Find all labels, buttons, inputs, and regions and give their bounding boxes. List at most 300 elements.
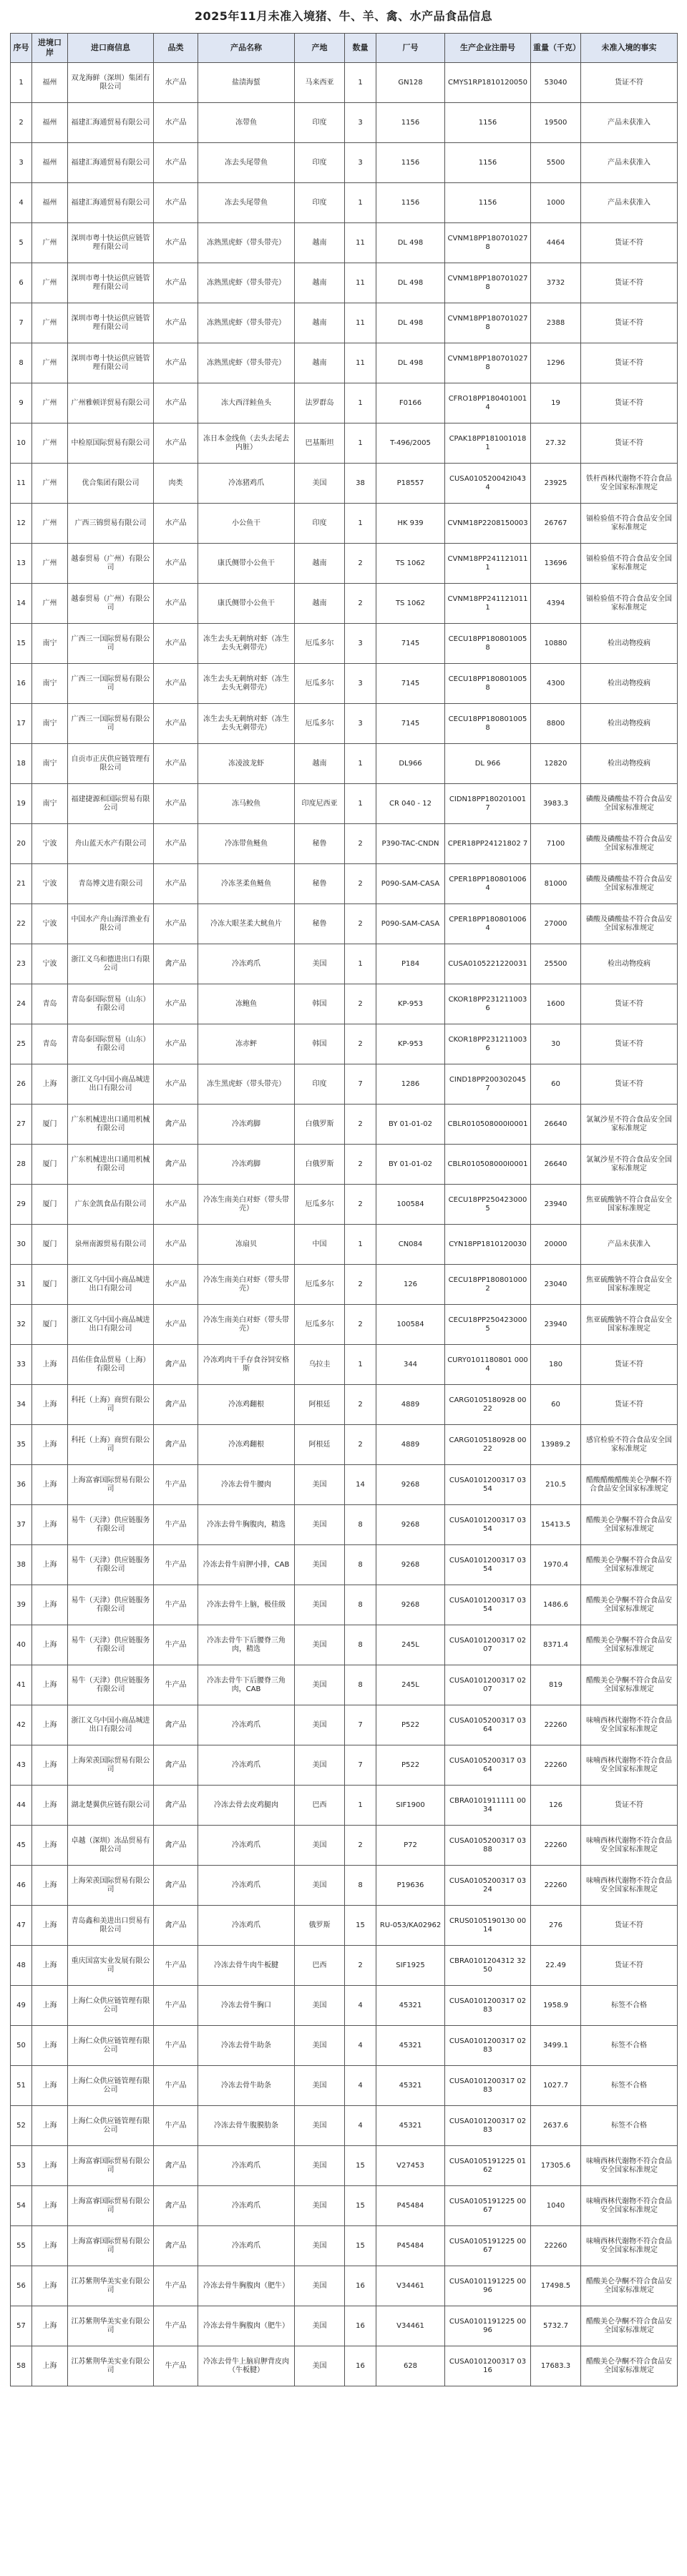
col-reg-no-cell: CUSA0101200317 0354 [445, 1585, 531, 1625]
col-factory-no-cell: 1156 [376, 103, 445, 143]
col-factory-no-cell: KP-953 [376, 984, 445, 1024]
col-index-cell: 32 [11, 1305, 32, 1345]
col-index-cell: 19 [11, 784, 32, 824]
col-reason-cell: 磷酸及磷酸盐不符合食品安全国家标准规定 [581, 864, 678, 904]
table-row [11, 1906, 678, 1946]
col-port-cell: 广州 [32, 223, 68, 263]
col-factory-no-cell: 1156 [376, 183, 445, 223]
col-importer-cell: 青岛博文进有限公司 [68, 864, 154, 904]
col-product-cell: 冷冻去骨牛助条 [198, 2026, 295, 2066]
col-factory-no-cell: DL 498 [376, 223, 445, 263]
col-factory-no-cell: 1286 [376, 1064, 445, 1105]
col-origin-cell: 美国 [295, 1986, 345, 2026]
col-index-cell: 53 [11, 2146, 32, 2186]
col-importer-cell: 广西三锦贸易有限公司 [68, 504, 154, 544]
col-reason-cell: 产品未获准入 [581, 1225, 678, 1265]
col-index-cell: 54 [11, 2186, 32, 2226]
col-reason-cell: 醋酸美仑孕酮不符合食品安全国家标准规定 [581, 1505, 678, 1545]
col-quantity-cell: 1 [345, 944, 376, 984]
col-product-cell: 冷冻去骨牛腹膜肋条 [198, 2106, 295, 2146]
col-port-cell: 上海 [32, 1385, 68, 1425]
col-index-cell: 25 [11, 1024, 32, 1064]
col-reason-cell: 货证不符 [581, 343, 678, 383]
col-reason-cell: 货证不符 [581, 303, 678, 343]
col-quantity-cell: 11 [345, 263, 376, 303]
col-reg-no-cell: CRUS0105190130 0014 [445, 1906, 531, 1946]
col-port-header: 进境口岸 [32, 34, 68, 63]
table-row [11, 1946, 678, 1986]
table-row [11, 423, 678, 464]
col-quantity-cell: 11 [345, 303, 376, 343]
col-weight-cell: 30 [531, 1024, 581, 1064]
col-reg-no-cell: CPER18PP1808010064 [445, 904, 531, 944]
col-index-cell: 37 [11, 1505, 32, 1545]
col-port-cell: 厦门 [32, 1145, 68, 1185]
col-weight-cell: 126 [531, 1786, 581, 1826]
col-reason-cell: 货证不符 [581, 423, 678, 464]
col-quantity-cell: 2 [345, 1105, 376, 1145]
col-product-cell: 冷冻去骨牛胸腹肉，精选 [198, 1505, 295, 1545]
col-reason-cell: 磷酸及磷酸盐不符合食品安全国家标准规定 [581, 784, 678, 824]
col-factory-no-cell: 1156 [376, 143, 445, 183]
col-importer-cell: 福建汇海通贸易有限公司 [68, 183, 154, 223]
col-product-cell: 冷冻带鱼鲢鱼 [198, 824, 295, 864]
col-factory-no-cell: HK 939 [376, 504, 445, 544]
col-origin-cell: 阿根廷 [295, 1385, 345, 1425]
col-port-cell: 宁波 [32, 944, 68, 984]
col-origin-cell: 韩国 [295, 984, 345, 1024]
col-weight-cell: 25500 [531, 944, 581, 984]
col-quantity-cell: 2 [345, 984, 376, 1024]
col-weight-cell: 4300 [531, 664, 581, 704]
table-row [11, 584, 678, 624]
col-origin-cell: 韩国 [295, 1024, 345, 1064]
col-index-cell: 24 [11, 984, 32, 1024]
col-origin-cell: 秘鲁 [295, 904, 345, 944]
col-factory-no-cell: 9268 [376, 1545, 445, 1585]
col-index-cell: 13 [11, 544, 32, 584]
col-weight-cell: 1970.4 [531, 1545, 581, 1585]
col-origin-cell: 越南 [295, 223, 345, 263]
col-port-cell: 广州 [32, 343, 68, 383]
col-reason-cell: 检出动物疫病 [581, 624, 678, 664]
col-category-cell: 牛产品 [154, 2066, 198, 2106]
col-reason-cell: 醋酸美仑孕酮不符合食品安全国家标准规定 [581, 1625, 678, 1665]
col-weight-cell: 13696 [531, 544, 581, 584]
col-product-cell: 冷冻鸡爪 [198, 1745, 295, 1786]
col-quantity-cell: 1 [345, 784, 376, 824]
col-index-cell: 6 [11, 263, 32, 303]
col-port-cell: 广州 [32, 544, 68, 584]
col-weight-cell: 17498.5 [531, 2266, 581, 2306]
col-port-cell: 厦门 [32, 1265, 68, 1305]
col-quantity-cell: 16 [345, 2266, 376, 2306]
table-body [11, 63, 678, 2386]
col-origin-cell: 美国 [295, 464, 345, 504]
col-factory-no-cell: RU-053/KA02962 [376, 1906, 445, 1946]
col-port-cell: 福州 [32, 183, 68, 223]
col-port-cell: 上海 [32, 1505, 68, 1545]
col-factory-no-cell: T-496/2005 [376, 423, 445, 464]
col-importer-cell: 易牛（天津）供应链服务有限公司 [68, 1625, 154, 1665]
col-reason-cell: 醋酸美仑孕酮不符合食品安全国家标准规定 [581, 1545, 678, 1585]
col-index-cell: 43 [11, 1745, 32, 1786]
col-reason-cell: 味喃西林代谢物不符合食品安全国家标准规定 [581, 2146, 678, 2186]
col-reg-no-cell: CVNM18PP1807010278 [445, 263, 531, 303]
col-origin-cell: 厄瓜多尔 [295, 1185, 345, 1225]
col-weight-cell: 3499.1 [531, 2026, 581, 2066]
col-reason-cell: 醋酸美仑孕酮不符合食品安全国家标准规定 [581, 2266, 678, 2306]
col-port-cell: 广州 [32, 584, 68, 624]
table-row [11, 784, 678, 824]
col-factory-no-cell: 4889 [376, 1425, 445, 1465]
col-index-cell: 11 [11, 464, 32, 504]
col-importer-cell: 上海富睿国际贸易有限公司 [68, 2226, 154, 2266]
col-weight-cell: 53040 [531, 63, 581, 103]
col-port-cell: 广州 [32, 504, 68, 544]
col-origin-cell: 美国 [295, 1625, 345, 1665]
col-category-cell: 水产品 [154, 624, 198, 664]
col-importer-cell: 上海仁众供应链管理有限公司 [68, 2106, 154, 2146]
col-index-cell: 46 [11, 1866, 32, 1906]
col-weight-cell: 8800 [531, 704, 581, 744]
col-index-cell: 33 [11, 1345, 32, 1385]
col-index-cell: 52 [11, 2106, 32, 2146]
col-factory-no-cell: 100584 [376, 1305, 445, 1345]
col-product-cell: 冷冻鸡爪 [198, 2146, 295, 2186]
col-factory-no-cell: V34461 [376, 2266, 445, 2306]
col-origin-cell: 白俄罗斯 [295, 1105, 345, 1145]
col-index-cell: 16 [11, 664, 32, 704]
col-factory-no-cell: 245L [376, 1625, 445, 1665]
col-product-cell: 冻带鱼 [198, 103, 295, 143]
col-quantity-cell: 2 [345, 1145, 376, 1185]
table-row [11, 1305, 678, 1345]
table-row [11, 1745, 678, 1786]
table-row [11, 1866, 678, 1906]
col-port-cell: 上海 [32, 1866, 68, 1906]
col-port-cell: 广州 [32, 263, 68, 303]
col-index-cell: 31 [11, 1265, 32, 1305]
col-reg-no-cell: CKOR18PP2312110036 [445, 984, 531, 1024]
col-quantity-cell: 1 [345, 1345, 376, 1385]
col-port-cell: 上海 [32, 1465, 68, 1505]
col-importer-cell: 昌佑佳食品贸易（上海）有限公司 [68, 1345, 154, 1385]
col-importer-cell: 泉州南源贸易有限公司 [68, 1225, 154, 1265]
col-origin-cell: 白俄罗斯 [295, 1145, 345, 1185]
col-port-cell: 南宁 [32, 784, 68, 824]
col-factory-no-cell: P45484 [376, 2186, 445, 2226]
col-weight-cell: 27.32 [531, 423, 581, 464]
table-row [11, 1505, 678, 1545]
col-reg-no-cell: CPAK18PP1810010181 [445, 423, 531, 464]
col-product-cell: 冷冻鸡爪 [198, 1866, 295, 1906]
col-reason-header: 未准入境的事实 [581, 34, 678, 63]
col-reg-no-cell: CIDN18PP1802010017 [445, 784, 531, 824]
col-reg-no-cell: CUSA0105191225 0067 [445, 2186, 531, 2226]
col-index-cell: 28 [11, 1145, 32, 1185]
col-weight-cell: 23925 [531, 464, 581, 504]
col-product-cell: 冻生去头无刺纳对虾（冻生去头无刺带壳） [198, 624, 295, 664]
col-port-cell: 南宁 [32, 744, 68, 784]
col-importer-cell: 优合集团有限公司 [68, 464, 154, 504]
col-weight-cell: 23940 [531, 1305, 581, 1345]
col-importer-cell: 易牛（天津）供应链服务有限公司 [68, 1585, 154, 1625]
col-weight-cell: 2637.6 [531, 2106, 581, 2146]
col-quantity-cell: 2 [345, 1385, 376, 1425]
col-factory-no-cell: GN128 [376, 63, 445, 103]
col-product-cell: 冷冻生南美白对虾（带头带壳） [198, 1265, 295, 1305]
col-factory-no-cell: 7145 [376, 704, 445, 744]
col-factory-no-cell: 7145 [376, 664, 445, 704]
table-row [11, 1705, 678, 1745]
col-product-cell: 冷冻去骨牛上脑，极佳级 [198, 1585, 295, 1625]
col-category-cell: 水产品 [154, 1265, 198, 1305]
col-product-cell: 冷冻鸡脚 [198, 1105, 295, 1145]
col-reason-cell: 磷酸及磷酸盐不符合食品安全国家标准规定 [581, 904, 678, 944]
col-origin-cell: 美国 [295, 1585, 345, 1625]
col-factory-no-cell: DL966 [376, 744, 445, 784]
table-row [11, 1145, 678, 1185]
col-origin-cell: 美国 [295, 2346, 345, 2386]
col-importer-cell: 江苏紫荆华美实业有限公司 [68, 2266, 154, 2306]
col-quantity-cell: 2 [345, 544, 376, 584]
col-port-cell: 上海 [32, 1826, 68, 1866]
table-row [11, 2026, 678, 2066]
col-importer-cell: 重庆国富实业发展有限公司 [68, 1946, 154, 1986]
col-weight-cell: 23940 [531, 1185, 581, 1225]
col-reg-no-cell: CPER18PP1808010064 [445, 864, 531, 904]
col-index-cell: 40 [11, 1625, 32, 1665]
col-quantity-cell: 2 [345, 584, 376, 624]
col-origin-cell: 印度 [295, 103, 345, 143]
table-row [11, 1465, 678, 1505]
col-weight-cell: 2388 [531, 303, 581, 343]
col-category-cell: 牛产品 [154, 1986, 198, 2026]
col-category-cell: 水产品 [154, 664, 198, 704]
col-origin-cell: 美国 [295, 1665, 345, 1705]
col-reg-no-cell: CVNM18PP1807010278 [445, 303, 531, 343]
col-reason-cell: 产品未获准入 [581, 143, 678, 183]
col-quantity-cell: 11 [345, 343, 376, 383]
col-reg-no-cell: CUSA0105200317 0364 [445, 1745, 531, 1786]
col-port-cell: 上海 [32, 1345, 68, 1385]
col-index-cell: 58 [11, 2346, 32, 2386]
col-index-cell: 34 [11, 1385, 32, 1425]
col-factory-no-cell: P19636 [376, 1866, 445, 1906]
col-factory-no-cell: P72 [376, 1826, 445, 1866]
col-index-cell: 55 [11, 2226, 32, 2266]
col-port-cell: 上海 [32, 2306, 68, 2346]
col-importer-cell: 广西三一国际贸易有限公司 [68, 704, 154, 744]
col-reg-no-cell: CKOR18PP2312110036 [445, 1024, 531, 1064]
col-index-cell: 20 [11, 824, 32, 864]
col-reason-cell: 货证不符 [581, 1786, 678, 1826]
table-row [11, 664, 678, 704]
col-product-cell: 冷冻大眼茎柔大鱿鱼片 [198, 904, 295, 944]
table-row [11, 704, 678, 744]
col-index-cell: 23 [11, 944, 32, 984]
col-reason-cell: 焦亚硫酸钠不符合食品安全国家标准规定 [581, 1185, 678, 1225]
col-product-cell: 冷冻去骨牛下后腰脊三角肉，CAB [198, 1665, 295, 1705]
col-index-cell: 15 [11, 624, 32, 664]
col-reason-cell: 醋酸醋酸醋酸美仑孕酮不符合食品安全国家标准规定 [581, 1465, 678, 1505]
table-row [11, 223, 678, 263]
col-product-cell: 冷冻生南美白对虾（带头带壳） [198, 1185, 295, 1225]
table-row [11, 824, 678, 864]
col-category-cell: 禽产品 [154, 1145, 198, 1185]
col-quantity-cell: 14 [345, 1465, 376, 1505]
col-quantity-cell: 15 [345, 2146, 376, 2186]
table-row [11, 343, 678, 383]
col-factory-no-cell: 45321 [376, 2026, 445, 2066]
col-importer-cell: 舟山蓝天水产有限公司 [68, 824, 154, 864]
col-factory-no-cell: DL 498 [376, 303, 445, 343]
col-origin-cell: 俄罗斯 [295, 1906, 345, 1946]
col-quantity-cell: 3 [345, 143, 376, 183]
col-reg-no-cell: CVNM18PP1807010278 [445, 343, 531, 383]
col-index-cell: 7 [11, 303, 32, 343]
col-origin-cell: 厄瓜多尔 [295, 664, 345, 704]
col-factory-no-cell: P18557 [376, 464, 445, 504]
col-origin-cell: 美国 [295, 2146, 345, 2186]
col-product-cell: 冷冻鸡爪 [198, 944, 295, 984]
col-importer-cell: 江苏紫荆华美实业有限公司 [68, 2346, 154, 2386]
col-reg-no-cell: CURY0101180801 0004 [445, 1345, 531, 1385]
col-origin-cell: 印度 [295, 1064, 345, 1105]
table-row [11, 2226, 678, 2266]
table-row [11, 464, 678, 504]
col-port-cell: 上海 [32, 1585, 68, 1625]
col-factory-no-cell: SIF1900 [376, 1786, 445, 1826]
col-reg-no-cell: CBLR010508000I0001 [445, 1145, 531, 1185]
col-reason-cell: 醋酸美仑孕酮不符合食品安全国家标准规定 [581, 2346, 678, 2386]
table-row [11, 864, 678, 904]
col-quantity-cell: 2 [345, 1185, 376, 1225]
col-reason-cell: 检出动物疫病 [581, 944, 678, 984]
col-reg-no-cell: CPER18PP24121802 7 [445, 824, 531, 864]
col-quantity-cell: 8 [345, 1585, 376, 1625]
col-reason-cell: 氯氟沙星不符合食品安全国家标准规定 [581, 1105, 678, 1145]
table-row [11, 263, 678, 303]
col-reg-no-cell: CUSA010520042I0434 [445, 464, 531, 504]
col-port-cell: 上海 [32, 2106, 68, 2146]
col-category-header: 品类 [154, 34, 198, 63]
col-origin-cell: 美国 [295, 1745, 345, 1786]
col-factory-no-cell: P090-SAM-CASA [376, 864, 445, 904]
col-category-cell: 水产品 [154, 1225, 198, 1265]
table-row [11, 504, 678, 544]
col-product-cell: 冷冻鸡肉干手存食谷饲安格斯 [198, 1345, 295, 1385]
col-reg-no-cell: CUSA0105221220031 [445, 944, 531, 984]
col-reg-no-cell: CARG0105180928 0022 [445, 1425, 531, 1465]
col-importer-cell: 青岛泰国际贸易（山东）有限公司 [68, 1024, 154, 1064]
col-reg-no-cell: CBLR010508000I0001 [445, 1105, 531, 1145]
col-weight-cell: 276 [531, 1906, 581, 1946]
col-weight-cell: 26640 [531, 1105, 581, 1145]
col-weight-cell: 1027.7 [531, 2066, 581, 2106]
col-reg-no-cell: CUSA0101200317 0283 [445, 2106, 531, 2146]
col-index-cell: 4 [11, 183, 32, 223]
col-weight-cell: 81000 [531, 864, 581, 904]
col-origin-cell: 美国 [295, 1545, 345, 1585]
col-category-cell: 牛产品 [154, 1946, 198, 1986]
col-weight-cell: 1958.9 [531, 1986, 581, 2026]
col-quantity-cell: 1 [345, 63, 376, 103]
col-origin-cell: 越南 [295, 263, 345, 303]
col-category-cell: 水产品 [154, 143, 198, 183]
col-product-cell: 冻生去头无刺纳对虾（冻生去头无刺带壳） [198, 664, 295, 704]
col-product-cell: 冻鲍鱼 [198, 984, 295, 1024]
col-reg-no-cell: CUSA0101200317 0283 [445, 2026, 531, 2066]
col-product-cell: 康氏侧带小公鱼干 [198, 544, 295, 584]
col-index-cell: 3 [11, 143, 32, 183]
col-origin-cell: 厄瓜多尔 [295, 704, 345, 744]
col-index-cell: 18 [11, 744, 32, 784]
col-index-cell: 12 [11, 504, 32, 544]
col-origin-cell: 印度尼西亚 [295, 784, 345, 824]
col-factory-no-cell: SIF1925 [376, 1946, 445, 1986]
col-category-cell: 水产品 [154, 303, 198, 343]
col-importer-cell: 上海仁众供应链管理有限公司 [68, 2066, 154, 2106]
table-row [11, 1425, 678, 1465]
col-origin-cell: 美国 [295, 1465, 345, 1505]
col-category-cell: 禽产品 [154, 944, 198, 984]
col-reason-cell: 检出动物疫病 [581, 744, 678, 784]
col-port-cell: 上海 [32, 2146, 68, 2186]
col-port-cell: 福州 [32, 143, 68, 183]
col-reg-no-cell: CUSA0105200317 0364 [445, 1705, 531, 1745]
col-category-cell: 水产品 [154, 1064, 198, 1105]
col-category-cell: 水产品 [154, 784, 198, 824]
col-product-cell: 冷冻去骨牛上脑肩胛背皮肉（牛板腱） [198, 2346, 295, 2386]
col-category-cell: 牛产品 [154, 2266, 198, 2306]
col-factory-no-cell: 126 [376, 1265, 445, 1305]
col-port-cell: 上海 [32, 1786, 68, 1826]
col-factory-no-cell: 628 [376, 2346, 445, 2386]
table-row [11, 904, 678, 944]
col-index-cell: 5 [11, 223, 32, 263]
col-weight-cell: 19 [531, 383, 581, 423]
table-row [11, 1225, 678, 1265]
col-reason-cell: 货证不符 [581, 1906, 678, 1946]
col-product-cell: 冷冻去骨牛肩胛小排，CAB [198, 1545, 295, 1585]
col-origin-cell: 巴西 [295, 1786, 345, 1826]
col-category-cell: 牛产品 [154, 2346, 198, 2386]
col-product-cell: 冷冻去骨牛下后腰脊三角肉，精选 [198, 1625, 295, 1665]
col-index-cell: 42 [11, 1705, 32, 1745]
col-port-cell: 上海 [32, 1665, 68, 1705]
col-index-cell: 47 [11, 1906, 32, 1946]
col-index-cell: 35 [11, 1425, 32, 1465]
col-origin-cell: 美国 [295, 1866, 345, 1906]
col-port-cell: 宁波 [32, 864, 68, 904]
col-product-cell: 康氏侧带小公鱼干 [198, 584, 295, 624]
col-reason-cell: 味喃西林代谢物不符合食品安全国家标准规定 [581, 1826, 678, 1866]
col-port-cell: 上海 [32, 2066, 68, 2106]
col-weight-cell: 4394 [531, 584, 581, 624]
col-importer-cell: 广东机械进出口通用机械有限公司 [68, 1145, 154, 1185]
col-quantity-cell: 2 [345, 1265, 376, 1305]
col-factory-no-cell: 245L [376, 1665, 445, 1705]
col-factory-no-cell: 9268 [376, 1465, 445, 1505]
col-reg-no-cell: CECU18PP1808010058 [445, 664, 531, 704]
col-quantity-cell: 15 [345, 1906, 376, 1946]
col-category-cell: 水产品 [154, 383, 198, 423]
col-quantity-cell: 3 [345, 624, 376, 664]
col-product-cell: 冷冻去骨牛胸腹肉（肥牛） [198, 2266, 295, 2306]
col-origin-cell: 乌拉圭 [295, 1345, 345, 1385]
